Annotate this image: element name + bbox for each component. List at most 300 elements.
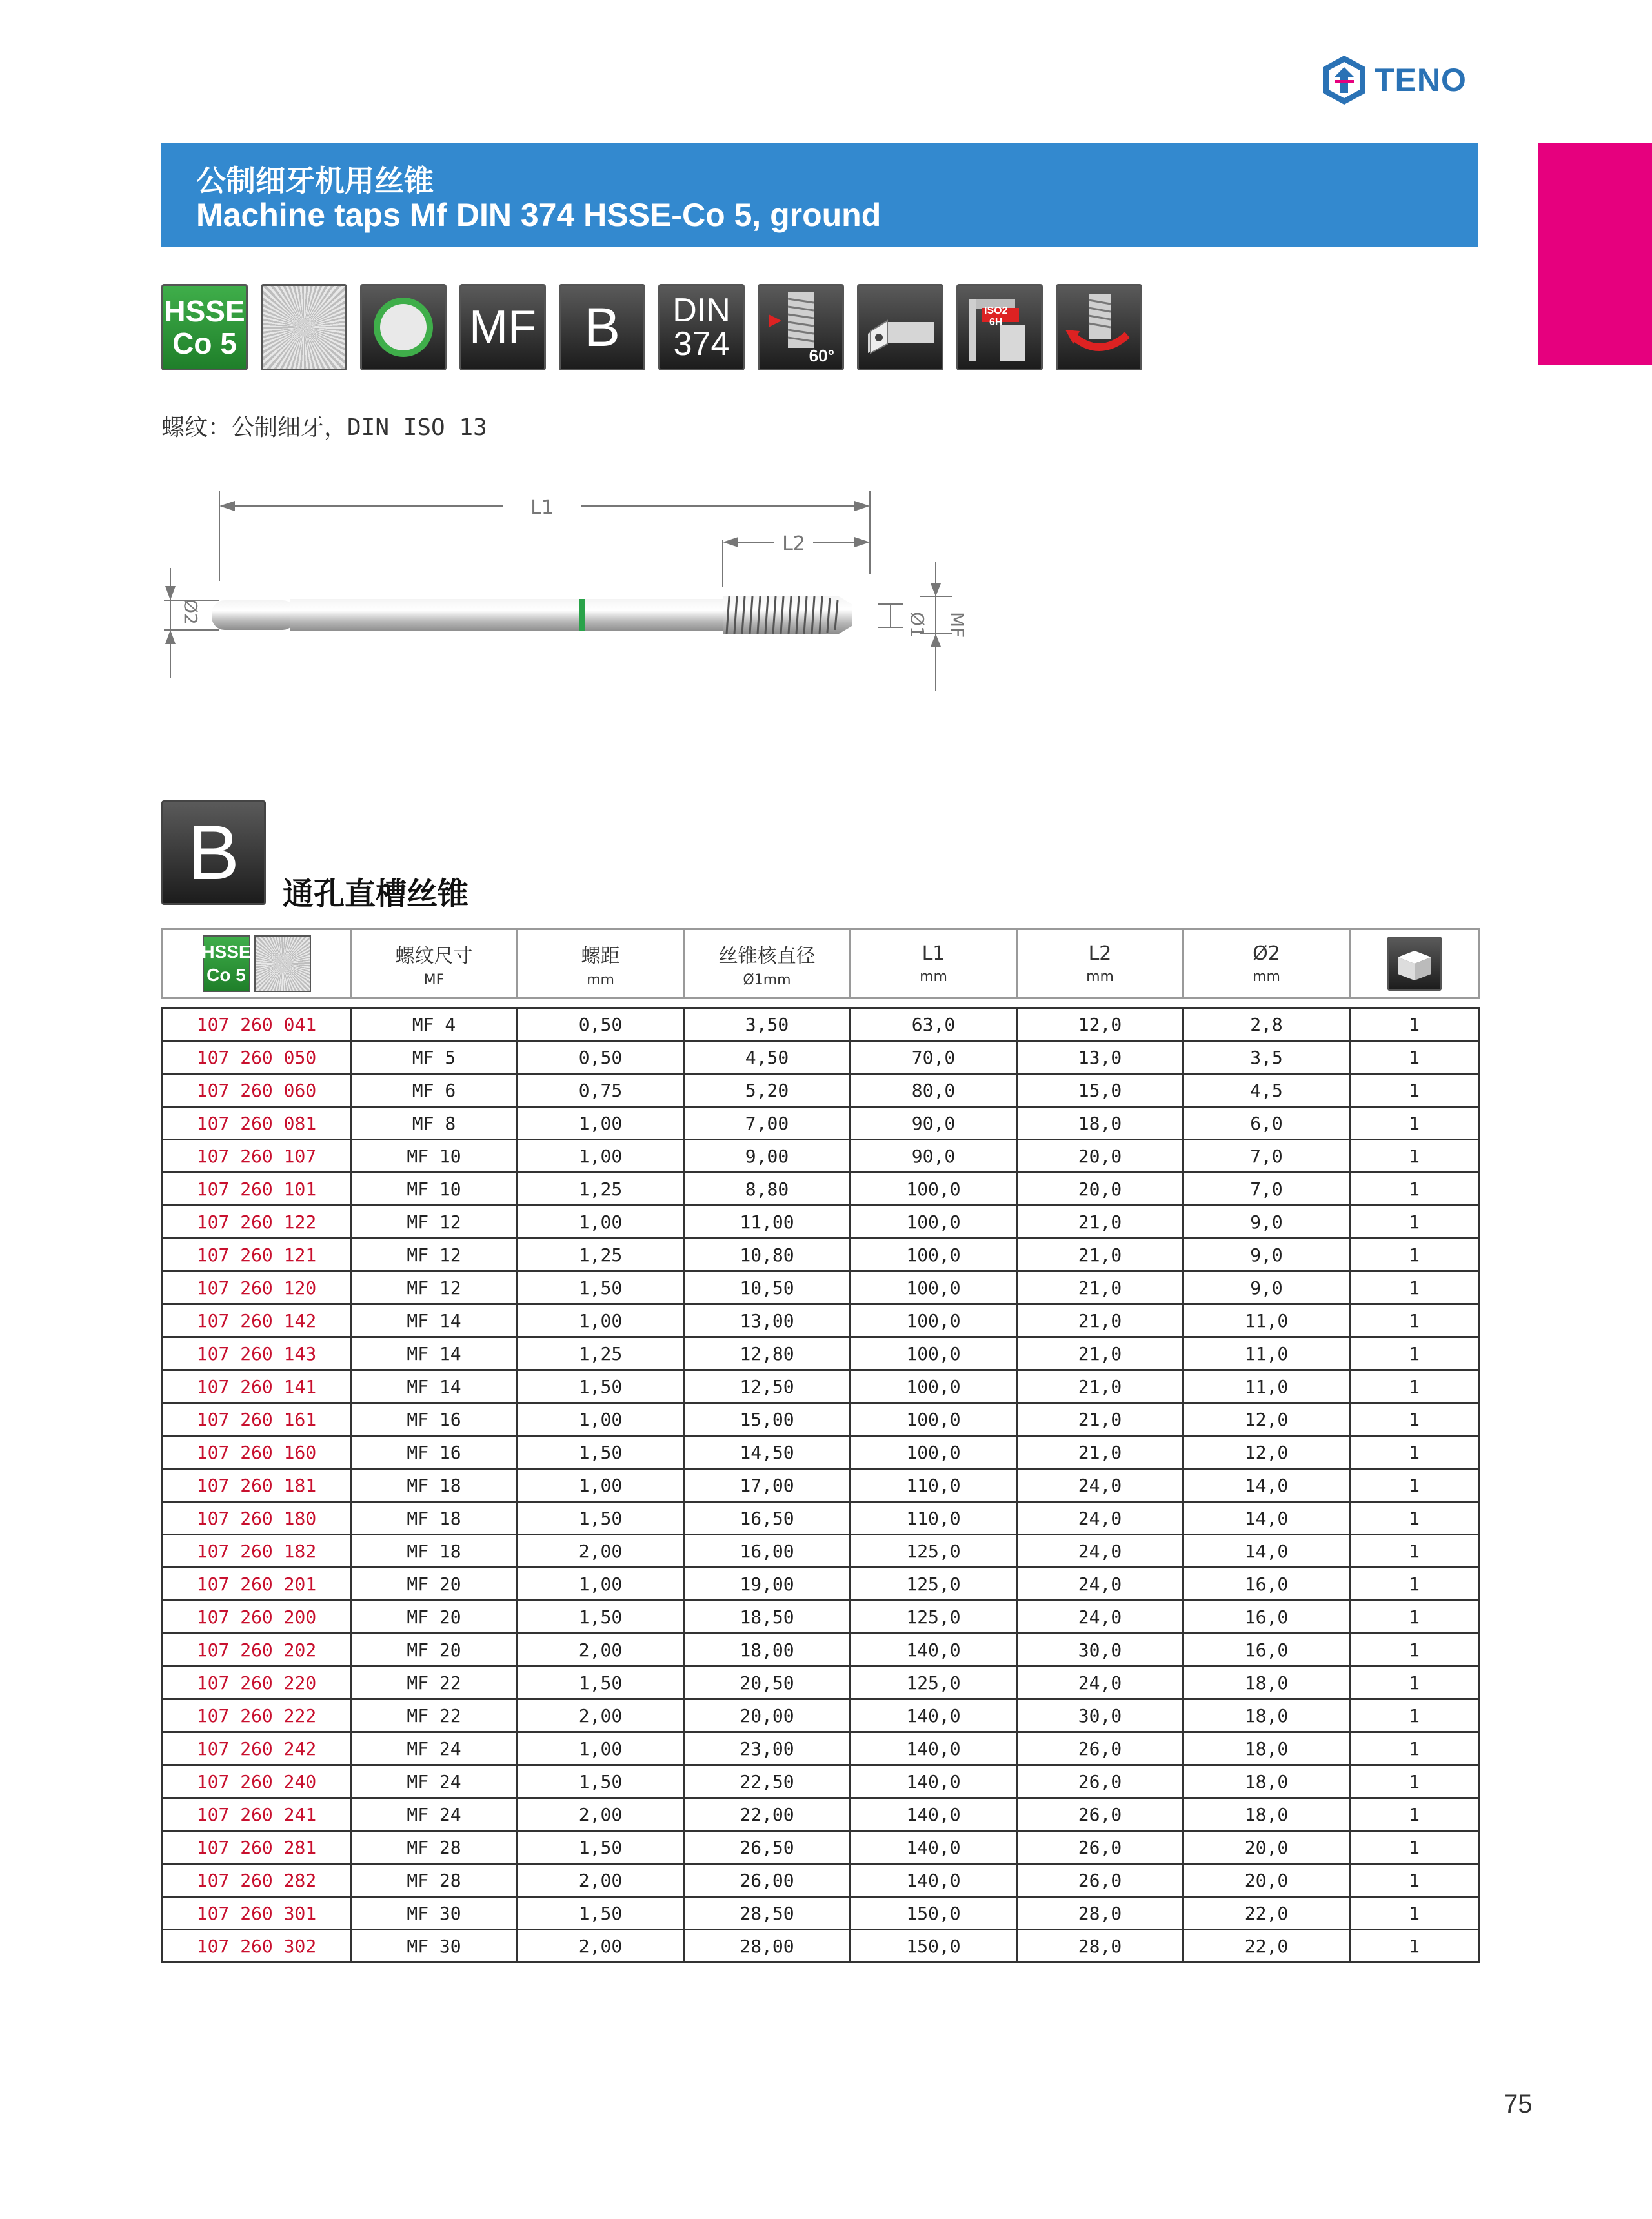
- pitch-cell: 1,50: [518, 1436, 684, 1469]
- package-quantity-cell: 1: [1350, 1535, 1479, 1568]
- din-number: 374: [673, 325, 730, 363]
- article-number-cell: 107 260 050: [163, 1041, 351, 1074]
- thread-size-cell: MF 18: [351, 1469, 518, 1502]
- table-row: [163, 1337, 1479, 1370]
- core-diameter-cell: 5,20: [684, 1074, 851, 1107]
- form-b-badge: [161, 800, 266, 905]
- pitch-cell: 1,00: [518, 1304, 684, 1337]
- right-hand-rotation-icon: [1056, 284, 1142, 370]
- length-l2-cell: 21,0: [1017, 1272, 1184, 1304]
- article-number-cell: 107 260 180: [163, 1502, 351, 1535]
- shank-diameter-cell: 11,0: [1184, 1370, 1350, 1403]
- col-unit: mm: [587, 971, 614, 988]
- table-row: [163, 1304, 1479, 1337]
- length-l1-cell: 100,0: [851, 1239, 1017, 1272]
- article-number-cell: 107 260 301: [163, 1897, 351, 1930]
- length-l2-cell: 24,0: [1017, 1535, 1184, 1568]
- length-l1-cell: 140,0: [851, 1634, 1017, 1667]
- header-thread-size: [351, 929, 518, 998]
- package-quantity-cell: 1: [1350, 1864, 1479, 1897]
- length-l1-cell: 140,0: [851, 1831, 1017, 1864]
- thread-size-cell: MF 20: [351, 1634, 518, 1667]
- thread-size-cell: MF 4: [351, 1008, 518, 1041]
- pitch-cell: 1,50: [518, 1831, 684, 1864]
- thread-size-cell: MF 30: [351, 1897, 518, 1930]
- article-number-cell: 107 260 160: [163, 1436, 351, 1469]
- length-l1-cell: 100,0: [851, 1173, 1017, 1206]
- pitch-cell: 1,00: [518, 1568, 684, 1601]
- core-diameter-cell: 22,50: [684, 1765, 851, 1798]
- core-diameter-cell: 17,00: [684, 1469, 851, 1502]
- col-label: 丝锥核直径: [718, 944, 816, 968]
- length-l1-cell: 90,0: [851, 1107, 1017, 1140]
- pitch-cell: 1,50: [518, 1897, 684, 1930]
- square-shank-icon: [857, 284, 943, 370]
- article-number-cell: 107 260 143: [163, 1337, 351, 1370]
- core-diameter-cell: 16,00: [684, 1535, 851, 1568]
- thread-size-cell: MF 6: [351, 1074, 518, 1107]
- col-label: L1: [922, 942, 945, 965]
- pitch-cell: 1,50: [518, 1370, 684, 1403]
- length-l2-cell: 26,0: [1017, 1831, 1184, 1864]
- length-l1-cell: 100,0: [851, 1304, 1017, 1337]
- article-number-cell: 107 260 107: [163, 1140, 351, 1173]
- pitch-cell: 2,00: [518, 1930, 684, 1963]
- length-l1-cell: 100,0: [851, 1436, 1017, 1469]
- core-diameter-cell: 13,00: [684, 1304, 851, 1337]
- shank-diameter-cell: 20,0: [1184, 1864, 1350, 1897]
- length-l2-cell: 20,0: [1017, 1140, 1184, 1173]
- shank-diameter-cell: 9,0: [1184, 1239, 1350, 1272]
- shank-diameter-cell: 16,0: [1184, 1568, 1350, 1601]
- core-diameter-cell: 18,00: [684, 1634, 851, 1667]
- pitch-cell: 2,00: [518, 1699, 684, 1732]
- core-diameter-cell: 19,00: [684, 1568, 851, 1601]
- table-row: [163, 1469, 1479, 1502]
- co5-label: Co 5: [172, 327, 237, 360]
- thread-size-cell: MF 30: [351, 1930, 518, 1963]
- package-quantity-cell: 1: [1350, 1634, 1479, 1667]
- length-l2-cell: 24,0: [1017, 1601, 1184, 1634]
- pitch-cell: 2,00: [518, 1864, 684, 1897]
- length-l2-cell: 21,0: [1017, 1239, 1184, 1272]
- package-quantity-cell: 1: [1350, 1469, 1479, 1502]
- table-row: [163, 1041, 1479, 1074]
- table-row: [163, 1798, 1479, 1831]
- dimension-mf-label: MF: [947, 612, 968, 638]
- table-row: [163, 1272, 1479, 1304]
- article-number-cell: 107 260 240: [163, 1765, 351, 1798]
- mf-label: MF: [469, 301, 536, 353]
- package-quantity-cell: 1: [1350, 1107, 1479, 1140]
- length-l1-cell: 80,0: [851, 1074, 1017, 1107]
- core-diameter-cell: 4,50: [684, 1041, 851, 1074]
- length-l1-cell: 110,0: [851, 1469, 1017, 1502]
- table-row: [163, 1239, 1479, 1272]
- package-quantity-cell: 1: [1350, 1272, 1479, 1304]
- angle-label: 60°: [809, 346, 834, 365]
- hsse-label: HSSE: [201, 942, 251, 962]
- package-quantity-cell: 1: [1350, 1370, 1479, 1403]
- core-diameter-cell: 23,00: [684, 1732, 851, 1765]
- pitch-cell: 1,00: [518, 1206, 684, 1239]
- package-quantity-cell: 1: [1350, 1667, 1479, 1699]
- shank-diameter-cell: 18,0: [1184, 1798, 1350, 1831]
- article-number-cell: 107 260 060: [163, 1074, 351, 1107]
- pitch-cell: 0,50: [518, 1041, 684, 1074]
- package-quantity-cell: 1: [1350, 1831, 1479, 1864]
- header-pitch: [518, 929, 684, 998]
- dimension-d1-label: Ø1: [907, 612, 928, 638]
- core-diameter-cell: 10,80: [684, 1239, 851, 1272]
- length-l2-cell: 24,0: [1017, 1469, 1184, 1502]
- ground-finish-icon: [261, 284, 347, 370]
- package-quantity-cell: 1: [1350, 1897, 1479, 1930]
- thread-size-cell: MF 10: [351, 1140, 518, 1173]
- shank-diameter-cell: 14,0: [1184, 1469, 1350, 1502]
- title-banner: [161, 143, 1478, 247]
- col-label: 螺纹尺寸: [395, 944, 473, 968]
- pitch-cell: 0,75: [518, 1074, 684, 1107]
- section-title: 通孔直槽丝锥: [283, 876, 469, 912]
- core-diameter-cell: 16,50: [684, 1502, 851, 1535]
- col-unit: mm: [1253, 969, 1280, 985]
- article-number-cell: 107 260 281: [163, 1831, 351, 1864]
- thread-size-cell: MF 5: [351, 1041, 518, 1074]
- length-l2-cell: 28,0: [1017, 1897, 1184, 1930]
- core-diameter-cell: 9,00: [684, 1140, 851, 1173]
- table-row: [163, 1140, 1479, 1173]
- core-diameter-cell: 11,00: [684, 1206, 851, 1239]
- header-l2: [1017, 929, 1184, 998]
- din-label: DIN: [672, 292, 730, 329]
- thread-size-cell: MF 24: [351, 1732, 518, 1765]
- package-quantity-cell: 1: [1350, 1732, 1479, 1765]
- tap-dimension-drawing: [155, 478, 994, 710]
- dimension-l2-label: L2: [782, 532, 805, 555]
- table-row: [163, 1568, 1479, 1601]
- thread-size-cell: MF 20: [351, 1568, 518, 1601]
- col-unit: Ø1mm: [743, 971, 791, 988]
- form-b-icon: [559, 284, 645, 370]
- header-d2: [1184, 929, 1350, 998]
- thread-size-cell: MF 14: [351, 1370, 518, 1403]
- package-quantity-cell: 1: [1350, 1930, 1479, 1963]
- length-l1-cell: 70,0: [851, 1041, 1017, 1074]
- package-quantity-cell: 1: [1350, 1173, 1479, 1206]
- core-diameter-cell: 20,00: [684, 1699, 851, 1732]
- page-number: 75: [1504, 2090, 1533, 2118]
- thread-size-cell: MF 10: [351, 1173, 518, 1206]
- length-l1-cell: 110,0: [851, 1502, 1017, 1535]
- pitch-cell: 1,25: [518, 1337, 684, 1370]
- package-quantity-cell: 1: [1350, 1403, 1479, 1436]
- length-l1-cell: 125,0: [851, 1601, 1017, 1634]
- length-l2-cell: 12,0: [1017, 1008, 1184, 1041]
- package-quantity-cell: 1: [1350, 1074, 1479, 1107]
- core-diameter-cell: 10,50: [684, 1272, 851, 1304]
- shank-diameter-cell: 9,0: [1184, 1206, 1350, 1239]
- table-row: [163, 1732, 1479, 1765]
- article-number-cell: 107 260 241: [163, 1798, 351, 1831]
- thread-size-cell: MF 28: [351, 1864, 518, 1897]
- article-number-cell: 107 260 120: [163, 1272, 351, 1304]
- length-l2-cell: 26,0: [1017, 1864, 1184, 1897]
- pitch-cell: 1,00: [518, 1140, 684, 1173]
- core-diameter-cell: 18,50: [684, 1601, 851, 1634]
- teno-logo-icon: [1320, 54, 1368, 106]
- section-side-tab: [1538, 143, 1652, 365]
- article-number-cell: 107 260 200: [163, 1601, 351, 1634]
- package-quantity-cell: 1: [1350, 1699, 1479, 1732]
- shank-diameter-cell: 22,0: [1184, 1930, 1350, 1963]
- length-l1-cell: 100,0: [851, 1206, 1017, 1239]
- shank-diameter-cell: 6,0: [1184, 1107, 1350, 1140]
- thread-standard-note: 螺纹：公制细牙，DIN ISO 13: [161, 414, 487, 441]
- thread-size-cell: MF 8: [351, 1107, 518, 1140]
- length-l2-cell: 21,0: [1017, 1370, 1184, 1403]
- pitch-cell: 1,00: [518, 1403, 684, 1436]
- form-b-label: B: [583, 296, 621, 358]
- pitch-cell: 1,50: [518, 1765, 684, 1798]
- length-l2-cell: 21,0: [1017, 1337, 1184, 1370]
- length-l2-cell: 24,0: [1017, 1568, 1184, 1601]
- table-row: [163, 1699, 1479, 1732]
- length-l1-cell: 125,0: [851, 1568, 1017, 1601]
- package-quantity-cell: 1: [1350, 1601, 1479, 1634]
- core-diameter-cell: 12,50: [684, 1370, 851, 1403]
- core-diameter-cell: 3,50: [684, 1008, 851, 1041]
- length-l1-cell: 150,0: [851, 1930, 1017, 1963]
- iso2-label: ISO2: [984, 305, 1008, 316]
- shank-diameter-cell: 22,0: [1184, 1897, 1350, 1930]
- table-row: [163, 1173, 1479, 1206]
- length-l1-cell: 150,0: [851, 1897, 1017, 1930]
- article-number-cell: 107 260 142: [163, 1304, 351, 1337]
- package-box-icon: [1387, 937, 1442, 991]
- table-row: [163, 1831, 1479, 1864]
- hsse-label: HSSE: [164, 294, 245, 328]
- thread-size-cell: MF 18: [351, 1535, 518, 1568]
- thread-size-cell: MF 18: [351, 1502, 518, 1535]
- green-ring-icon: [360, 284, 447, 370]
- article-number-cell: 107 260 302: [163, 1930, 351, 1963]
- thread-size-cell: MF 12: [351, 1239, 518, 1272]
- length-l1-cell: 140,0: [851, 1699, 1017, 1732]
- table-row: [163, 1107, 1479, 1140]
- shank-diameter-cell: 18,0: [1184, 1765, 1350, 1798]
- pitch-cell: 1,25: [518, 1173, 684, 1206]
- shank-diameter-cell: 2,8: [1184, 1008, 1350, 1041]
- thread-size-cell: MF 14: [351, 1304, 518, 1337]
- core-diameter-cell: 14,50: [684, 1436, 851, 1469]
- length-l2-cell: 26,0: [1017, 1732, 1184, 1765]
- article-number-cell: 107 260 161: [163, 1403, 351, 1436]
- core-diameter-cell: 28,00: [684, 1930, 851, 1963]
- pitch-cell: 1,50: [518, 1502, 684, 1535]
- length-l2-cell: 18,0: [1017, 1107, 1184, 1140]
- core-diameter-cell: 28,50: [684, 1897, 851, 1930]
- thread-size-cell: MF 12: [351, 1272, 518, 1304]
- header-material-badges: [163, 929, 351, 998]
- tolerance-iso2-icon: [956, 284, 1043, 370]
- article-number-cell: 107 260 242: [163, 1732, 351, 1765]
- length-l1-cell: 125,0: [851, 1667, 1017, 1699]
- length-l1-cell: 63,0: [851, 1008, 1017, 1041]
- length-l2-cell: 30,0: [1017, 1699, 1184, 1732]
- header-l1: [851, 929, 1017, 998]
- header-core-diameter: [684, 929, 851, 998]
- table-row: [163, 1897, 1479, 1930]
- package-quantity-cell: 1: [1350, 1206, 1479, 1239]
- pitch-cell: 2,00: [518, 1798, 684, 1831]
- package-quantity-cell: 1: [1350, 1041, 1479, 1074]
- pitch-cell: 1,50: [518, 1667, 684, 1699]
- shank-diameter-cell: 3,5: [1184, 1041, 1350, 1074]
- shank-diameter-cell: 18,0: [1184, 1732, 1350, 1765]
- shank-diameter-cell: 11,0: [1184, 1337, 1350, 1370]
- package-quantity-cell: 1: [1350, 1765, 1479, 1798]
- brand-logo: [1320, 54, 1475, 106]
- core-diameter-cell: 8,80: [684, 1173, 851, 1206]
- article-number-cell: 107 260 041: [163, 1008, 351, 1041]
- article-number-cell: 107 260 122: [163, 1206, 351, 1239]
- core-diameter-cell: 26,00: [684, 1864, 851, 1897]
- mf-thread-icon: [459, 284, 546, 370]
- article-number-cell: 107 260 201: [163, 1568, 351, 1601]
- thread-size-cell: MF 14: [351, 1337, 518, 1370]
- col-unit: mm: [920, 969, 947, 985]
- article-number-cell: 107 260 222: [163, 1699, 351, 1732]
- pitch-cell: 2,00: [518, 1535, 684, 1568]
- thread-size-cell: MF 24: [351, 1765, 518, 1798]
- shank-diameter-cell: 12,0: [1184, 1403, 1350, 1436]
- hsse-co5-icon: [161, 284, 248, 370]
- shank-diameter-cell: 16,0: [1184, 1634, 1350, 1667]
- pitch-cell: 1,00: [518, 1107, 684, 1140]
- thread-size-cell: MF 28: [351, 1831, 518, 1864]
- package-quantity-cell: 1: [1350, 1008, 1479, 1041]
- length-l2-cell: 26,0: [1017, 1798, 1184, 1831]
- shank-diameter-cell: 4,5: [1184, 1074, 1350, 1107]
- feature-icon-row: [161, 284, 1142, 370]
- article-number-cell: 107 260 141: [163, 1370, 351, 1403]
- length-l2-cell: 24,0: [1017, 1502, 1184, 1535]
- pitch-cell: 1,00: [518, 1469, 684, 1502]
- article-number-cell: 107 260 101: [163, 1173, 351, 1206]
- length-l2-cell: 28,0: [1017, 1930, 1184, 1963]
- title-chinese: 公制细牙机用丝锥: [196, 163, 434, 198]
- thread-size-cell: MF 16: [351, 1436, 518, 1469]
- article-number-cell: 107 260 181: [163, 1469, 351, 1502]
- thread-size-cell: MF 16: [351, 1403, 518, 1436]
- length-l2-cell: 30,0: [1017, 1634, 1184, 1667]
- col-label: 螺距: [581, 944, 620, 968]
- length-l1-cell: 140,0: [851, 1765, 1017, 1798]
- length-l2-cell: 21,0: [1017, 1206, 1184, 1239]
- thread-angle-icon: [758, 284, 844, 370]
- table-row: [163, 1535, 1479, 1568]
- header-package: [1350, 929, 1479, 998]
- table-row: [163, 1765, 1479, 1798]
- length-l1-cell: 100,0: [851, 1403, 1017, 1436]
- core-diameter-cell: 12,80: [684, 1337, 851, 1370]
- core-diameter-cell: 26,50: [684, 1831, 851, 1864]
- length-l2-cell: 26,0: [1017, 1765, 1184, 1798]
- 6h-label: 6H: [989, 317, 1003, 328]
- pitch-cell: 1,00: [518, 1732, 684, 1765]
- col-label: L2: [1088, 942, 1112, 965]
- shank-diameter-cell: 7,0: [1184, 1173, 1350, 1206]
- length-l2-cell: 20,0: [1017, 1173, 1184, 1206]
- article-number-cell: 107 260 202: [163, 1634, 351, 1667]
- package-quantity-cell: 1: [1350, 1502, 1479, 1535]
- length-l2-cell: 24,0: [1017, 1667, 1184, 1699]
- shank-diameter-cell: 7,0: [1184, 1140, 1350, 1173]
- table-header-row: [163, 929, 1479, 998]
- din-374-icon: [658, 284, 745, 370]
- thread-size-cell: MF 24: [351, 1798, 518, 1831]
- table-row: [163, 1074, 1479, 1107]
- pitch-cell: 1,50: [518, 1601, 684, 1634]
- table-row: [163, 1864, 1479, 1897]
- brand-name: TENO: [1375, 62, 1467, 98]
- package-quantity-cell: 1: [1350, 1436, 1479, 1469]
- form-b-letter: B: [187, 809, 240, 896]
- length-l1-cell: 100,0: [851, 1272, 1017, 1304]
- article-number-cell: 107 260 182: [163, 1535, 351, 1568]
- shank-diameter-cell: 14,0: [1184, 1535, 1350, 1568]
- table-row: [163, 1502, 1479, 1535]
- pitch-cell: 2,00: [518, 1634, 684, 1667]
- package-quantity-cell: 1: [1350, 1140, 1479, 1173]
- shank-diameter-cell: 9,0: [1184, 1272, 1350, 1304]
- core-diameter-cell: 20,50: [684, 1667, 851, 1699]
- shank-diameter-cell: 18,0: [1184, 1667, 1350, 1699]
- package-quantity-cell: 1: [1350, 1337, 1479, 1370]
- dimension-d2-label: Ø2: [180, 599, 201, 625]
- core-diameter-cell: 22,00: [684, 1798, 851, 1831]
- article-number-cell: 107 260 121: [163, 1239, 351, 1272]
- length-l2-cell: 15,0: [1017, 1074, 1184, 1107]
- length-l1-cell: 90,0: [851, 1140, 1017, 1173]
- shank-diameter-cell: 16,0: [1184, 1601, 1350, 1634]
- table-row: [163, 1667, 1479, 1699]
- length-l2-cell: 13,0: [1017, 1041, 1184, 1074]
- table-row: [163, 1370, 1479, 1403]
- table-row: [163, 1206, 1479, 1239]
- table-row: [163, 1436, 1479, 1469]
- dimension-l1-label: L1: [530, 496, 554, 519]
- length-l1-cell: 125,0: [851, 1535, 1017, 1568]
- length-l2-cell: 21,0: [1017, 1436, 1184, 1469]
- shank-diameter-cell: 18,0: [1184, 1699, 1350, 1732]
- table-row: [163, 1634, 1479, 1667]
- core-diameter-cell: 7,00: [684, 1107, 851, 1140]
- length-l1-cell: 100,0: [851, 1370, 1017, 1403]
- package-quantity-cell: 1: [1350, 1304, 1479, 1337]
- length-l2-cell: 21,0: [1017, 1304, 1184, 1337]
- table-row: [163, 1403, 1479, 1436]
- ground-finish-icon: [254, 935, 311, 992]
- core-diameter-cell: 15,00: [684, 1403, 851, 1436]
- col-label: Ø2: [1253, 942, 1280, 965]
- pitch-cell: 1,25: [518, 1239, 684, 1272]
- product-table: [161, 928, 1478, 1963]
- package-quantity-cell: 1: [1350, 1239, 1479, 1272]
- article-number-cell: 107 260 220: [163, 1667, 351, 1699]
- table-row: [163, 1008, 1479, 1041]
